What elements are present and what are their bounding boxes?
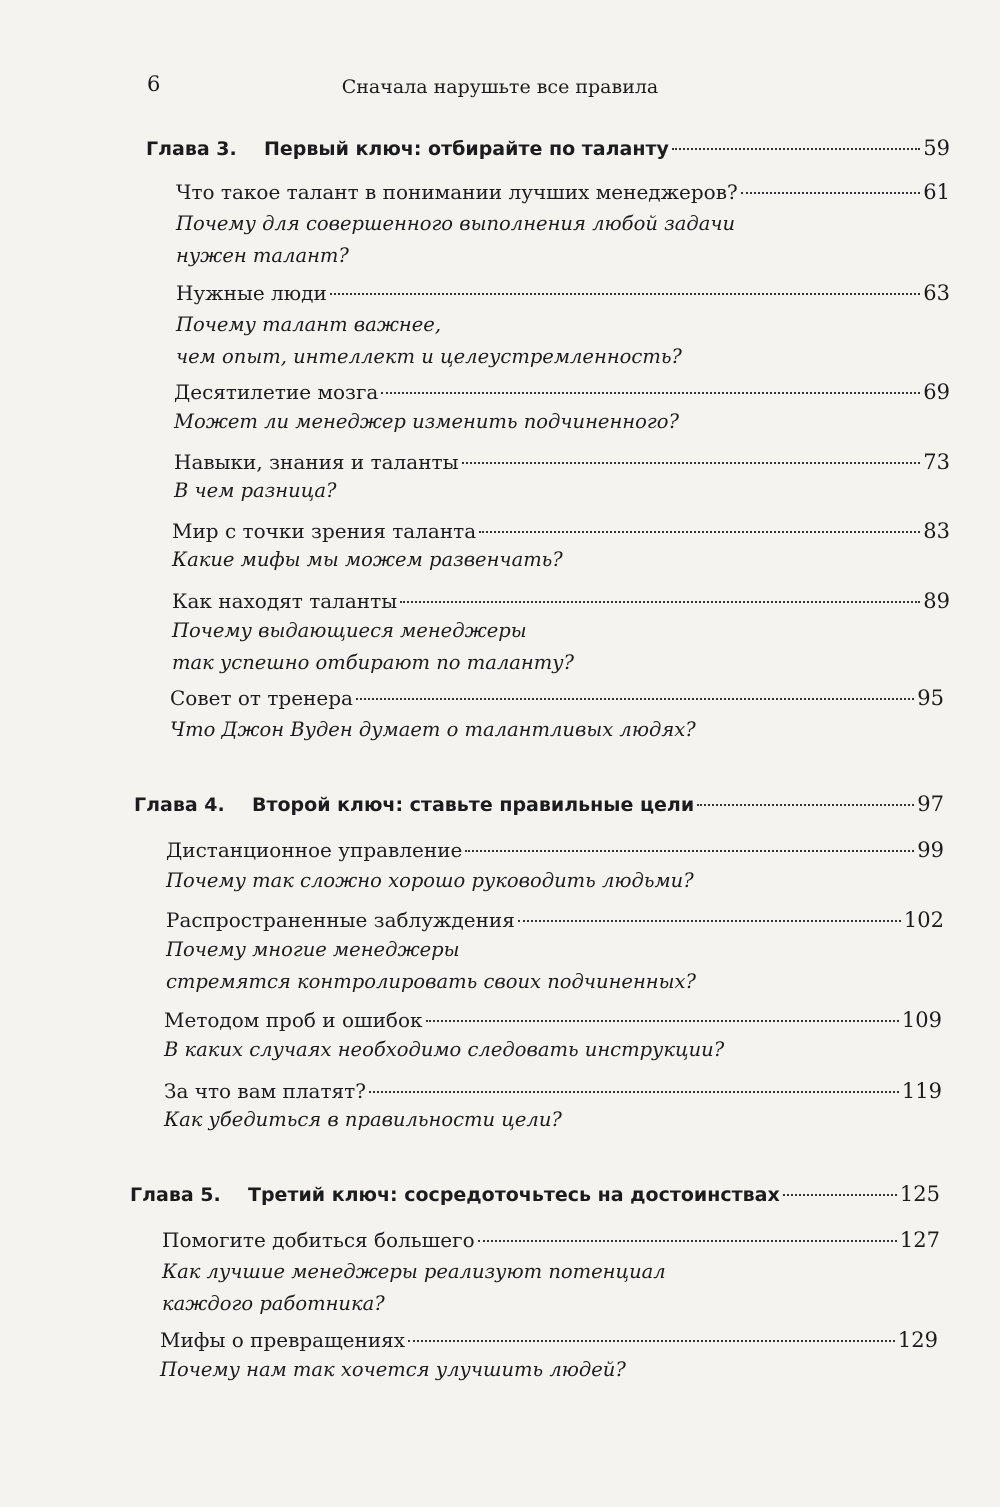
toc-section[interactable]: [172, 519, 950, 543]
section-question: В каких случаях необходимо следовать инструкции?: [164, 1038, 725, 1061]
dot-leader: [408, 1340, 895, 1342]
chapter-page: 97: [917, 792, 944, 816]
section-page: 109: [901, 1008, 942, 1032]
dot-leader: [465, 850, 914, 852]
section-title: За что вам платят?: [164, 1079, 366, 1103]
page-header: [0, 72, 1000, 106]
dot-leader: [479, 531, 920, 533]
chapter-title: Третий ключ: сосредоточьтесь на достоинствах: [248, 1184, 780, 1206]
section-question: Почему нам так хочется улучшить людей?: [160, 1358, 626, 1381]
chapter-page: 125: [899, 1182, 940, 1206]
dot-leader: [672, 148, 920, 150]
section-question: Почему талант важнее, чем опыт, интеллект и целеустремленность?: [176, 313, 682, 368]
toc-section[interactable]: [162, 1228, 940, 1252]
chapter-label: Глава 3.: [146, 138, 237, 160]
section-page: 127: [899, 1228, 940, 1252]
chapter-title: Второй ключ: ставьте правильные цели: [252, 794, 695, 816]
page-number: 6: [147, 72, 161, 96]
section-question: Как убедиться в правильности цели?: [164, 1108, 562, 1131]
section-page: 95: [917, 686, 944, 710]
section-page: 63: [923, 281, 950, 305]
dot-leader: [478, 1240, 897, 1242]
section-question: Почему так сложно хорошо руководить людьми?: [166, 869, 694, 892]
section-page: 83: [923, 519, 950, 543]
chapter-label: Глава 5.: [130, 1184, 221, 1206]
section-page: 89: [923, 589, 950, 613]
toc-section[interactable]: [164, 1079, 942, 1103]
toc-section[interactable]: [160, 1328, 938, 1352]
section-title: Как находят таланты: [172, 589, 398, 613]
dot-leader: [381, 392, 920, 394]
toc-chapter-5[interactable]: [130, 1182, 940, 1206]
section-question: Может ли менеджер изменить подчиненного?: [174, 410, 679, 433]
dot-leader: [518, 920, 901, 922]
toc-section[interactable]: [170, 686, 944, 710]
section-title: Что такое талант в понимании лучших менеджеров?: [176, 180, 738, 204]
section-page: 129: [897, 1328, 938, 1352]
section-question: Что Джон Вуден думает о талантливых людях?: [170, 718, 696, 741]
section-page: 61: [923, 180, 950, 204]
section-page: 69: [923, 380, 950, 404]
chapter-title: Первый ключ: отбирайте по таланту: [264, 138, 669, 160]
chapter-page: 59: [923, 136, 950, 160]
dot-leader: [697, 804, 914, 806]
section-title: Совет от тренера: [170, 686, 353, 710]
section-title: Дистанционное управление: [166, 838, 463, 862]
dot-leader: [400, 601, 920, 603]
running-title: Сначала нарушьте все правила: [341, 76, 659, 98]
dot-leader: [356, 698, 914, 700]
dot-leader: [741, 192, 921, 194]
section-page: 99: [917, 838, 944, 862]
dot-leader: [330, 293, 920, 295]
section-title: Нужные люди: [176, 281, 327, 305]
section-title: Мифы о превращениях: [160, 1328, 406, 1352]
toc-section[interactable]: [176, 180, 950, 204]
dot-leader: [462, 462, 921, 464]
toc-section[interactable]: [176, 281, 950, 305]
section-page: 73: [923, 450, 950, 474]
section-title: Навыки, знания и таланты: [174, 450, 459, 474]
section-title: Методом проб и ошибок: [164, 1008, 423, 1032]
toc-section[interactable]: [172, 589, 950, 613]
section-question: Почему для совершенного выполнения любой задачи нужен талант?: [176, 212, 736, 267]
section-question: Как лучшие менеджеры реализуют потенциал каждого работника?: [162, 1260, 666, 1315]
toc-section[interactable]: [166, 838, 944, 862]
section-title: Помогите добиться большего: [162, 1228, 475, 1252]
toc-section[interactable]: [174, 450, 950, 474]
toc-section[interactable]: [164, 1008, 942, 1032]
toc-section[interactable]: [166, 908, 944, 932]
section-title: Десятилетие мозга: [174, 380, 379, 404]
toc-section[interactable]: [174, 380, 950, 404]
section-title: Мир с точки зрения таланта: [172, 519, 477, 543]
section-question: В чем разница?: [174, 479, 337, 502]
section-page: 102: [903, 908, 944, 932]
section-question: Почему выдающиеся менеджеры так успешно отбирают по таланту?: [172, 619, 574, 674]
section-title: Распространенные заблуждения: [166, 908, 515, 932]
section-page: 119: [901, 1079, 942, 1103]
dot-leader: [426, 1020, 899, 1022]
toc-chapter-4[interactable]: [134, 792, 944, 816]
section-question: Какие мифы мы можем развенчать?: [172, 548, 563, 571]
dot-leader: [783, 1194, 897, 1196]
dot-leader: [369, 1091, 899, 1093]
toc-chapter-3[interactable]: [146, 136, 950, 160]
section-question: Почему многие менеджеры стремятся контролировать своих подчиненных?: [166, 938, 696, 993]
chapter-label: Глава 4.: [134, 794, 225, 816]
